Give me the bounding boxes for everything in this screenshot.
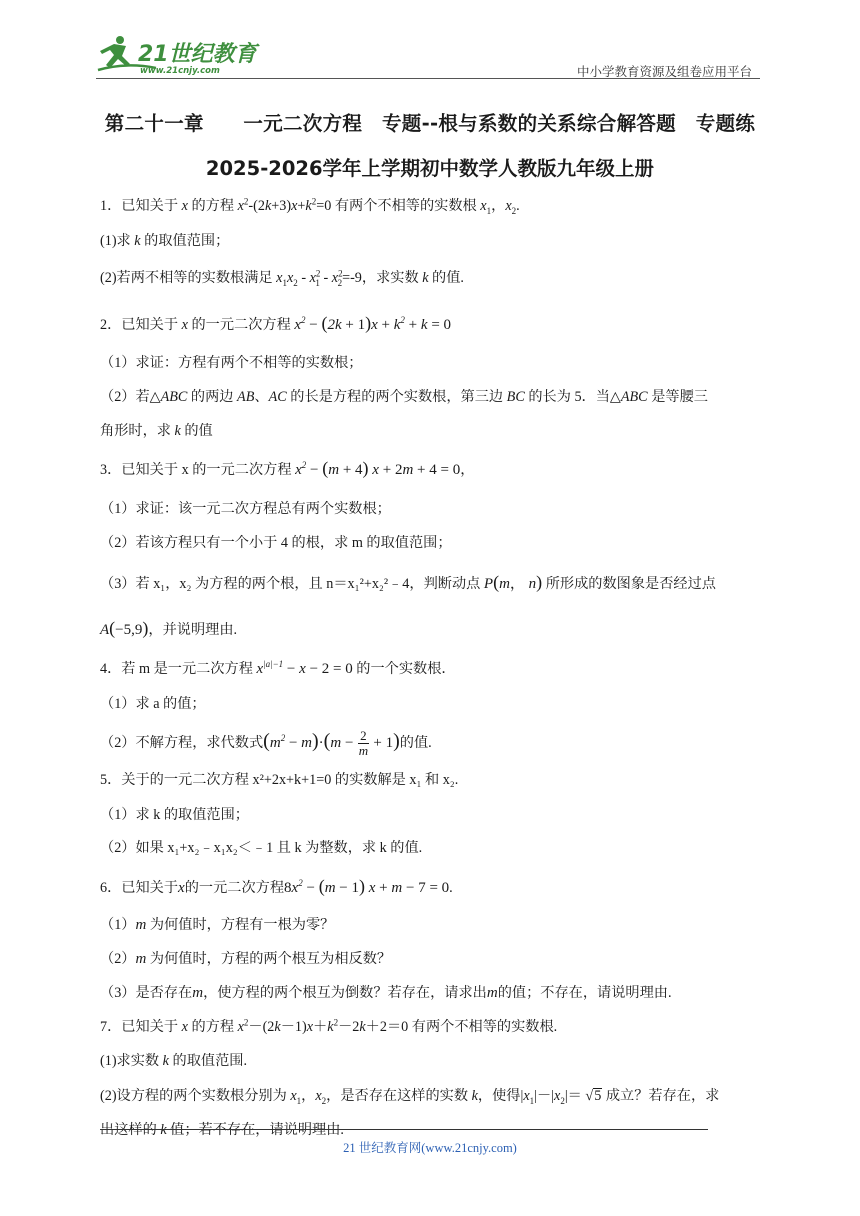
q3-part3-cont: A(−5,9)，并说明理由. bbox=[100, 618, 238, 638]
page-title: 第二十一章 一元二次方程 专题--根与系数的关系综合解答题 专题练 bbox=[104, 112, 756, 135]
header-divider bbox=[96, 78, 760, 79]
q3-part1: （1）求证：该一元二次方程总有两个实数根； bbox=[100, 501, 391, 517]
logo-url: www.21cnjy.com bbox=[140, 66, 220, 76]
q1-part1: (1)求 k 的取值范围； bbox=[100, 233, 230, 249]
q2-part1: （1）求证：方程有两个不相等的实数根； bbox=[100, 355, 363, 371]
q6-part3: （3）是否存在m，使方程的两个根互为倒数？若存在，请求出m的值；不存在，请说明理由. bbox=[100, 985, 672, 1001]
q1-stem: 1．已知关于 x 的方程 $x^2-(2k+3)x+k^2=0$ 有两个不相等的实数根 $x_1$，$x_2$. bbox=[100, 196, 520, 216]
site-logo bbox=[96, 34, 266, 78]
q6-part1: （1）m 为何值时，方程有一根为零？ bbox=[100, 917, 335, 933]
header bbox=[96, 34, 760, 80]
header-tagline: 中小学教育资源及组卷应用平台 bbox=[576, 64, 752, 79]
q2-part2: （2）若△ABC 的两边 AB、AC 的长是方程的两个实数根，第三边 BC 的长为 5．当△ABC 是等腰三 bbox=[100, 389, 708, 405]
q4-part2: （2）不解方程，求代数式$(m^2 - m)\cdot(m$ − $\frac{2}{m}$ + 1)的值. bbox=[100, 728, 432, 758]
logo-title: 21世纪教育 bbox=[138, 42, 257, 67]
q6-stem: 6．已知关于x的一元二次方程$8x^2 - (m - 1) x + m - 7 = 0$. bbox=[100, 876, 453, 896]
q5-part1: （1）求 k 的取值范围； bbox=[100, 807, 249, 823]
q7-part2: (2)设方程的两个实数根分别为 $x_1$，$x_2$，是否存在这样的实数 k，使得$|x_1|-|x_2|= √5$ 成立？若存在，求 bbox=[100, 1088, 720, 1106]
q7-part2-cont: 出这样的 k 值；若不存在，请说明理由. bbox=[100, 1122, 344, 1138]
q7-part1: (1)求实数 k 的取值范围. bbox=[100, 1053, 248, 1069]
q6-part2: （2）m 为何值时，方程的两个根互为相反数？ bbox=[100, 951, 392, 967]
q5-stem: 5．关于的一元二次方程 x²+2x+k+1=0 的实数解是 x₁ 和 x₂. bbox=[100, 772, 459, 788]
q2-part2-cont: 角形时，求 k 的值 bbox=[100, 423, 213, 439]
page-subtitle: 2025-2026学年上学期初中数学人教版九年级上册 bbox=[205, 157, 655, 180]
q7-stem: 7．已知关于 x 的方程 $x^2-(2k-1)x+k^2-2k+2=0$ 有两个不相等的实数根. bbox=[100, 1017, 558, 1035]
q3-part2: （2）若该方程只有一个小于 4 的根，求 m 的取值范围； bbox=[100, 535, 452, 551]
q2-stem: 2．已知关于 x 的一元二次方程 $x^2 - (2k + 1)x + k^2 + k = 0$ bbox=[100, 313, 452, 333]
footer-text[interactable]: 21 世纪教育网(www.21cnjy.com) bbox=[343, 1141, 517, 1155]
q4-part1: （1）求 a 的值； bbox=[100, 696, 206, 712]
footer-divider bbox=[100, 1129, 708, 1130]
q5-part2: （2）如果 x₁+x₂﹣x₁x₂＜﹣1 且 k 为整数，求 k 的值. bbox=[100, 840, 423, 856]
q3-part3: （3）若 x₁，x₂ 为方程的两个根，且 n＝x₁²+x₂²﹣4，判断动点 P(m， n) 所形成的数图象是否经过点 bbox=[100, 572, 716, 592]
q3-stem: 3．已知关于 x 的一元二次方程 $x^2 - (m + 4) x + 2m + 4 = 0$， bbox=[100, 458, 475, 478]
q4-stem: 4．若 m 是一元二次方程 $x^{|a|-1} - x - 2 = 0$ 的一个实数根． bbox=[100, 659, 456, 677]
q1-part2: (2)若两不相等的实数根满足 $x_1x_2 - x^2_1 - x^2_2=-9$，求实数 k 的值. bbox=[100, 268, 464, 288]
